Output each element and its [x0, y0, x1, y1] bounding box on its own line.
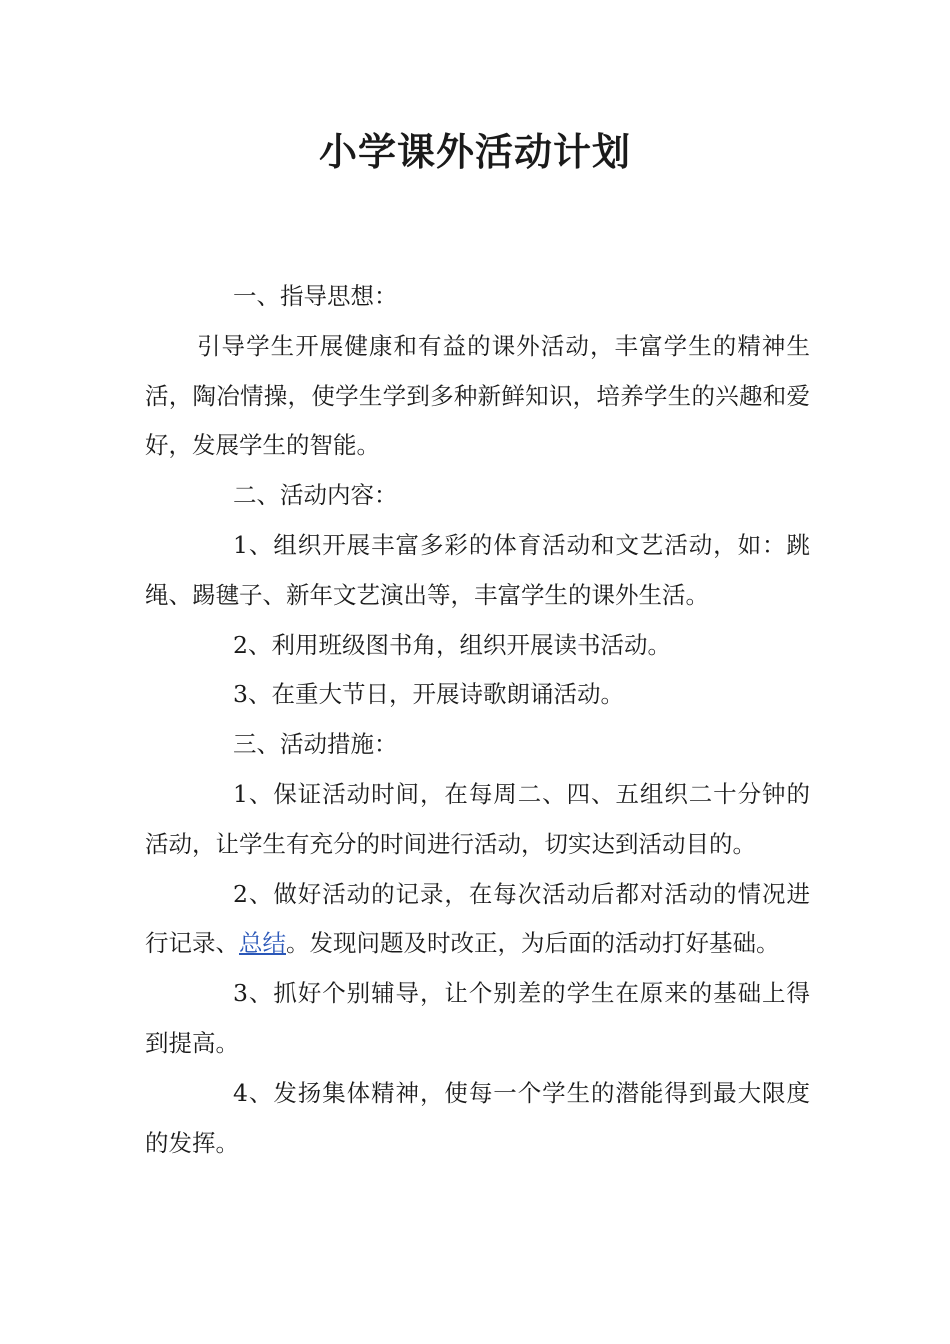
activity-content-item-2: 2、利用班级图书角，组织开展读书活动。	[233, 630, 671, 659]
section-heading-guiding-thought: 一、指导思想：	[233, 282, 398, 310]
summary-link[interactable]: 总结	[239, 929, 286, 958]
section-heading-activity-measures: 三、活动措施：	[233, 730, 398, 759]
activity-measure-item-4: 4、发扬集体精神，使每一个学生的潜能得到最大限度的发挥。	[145, 1078, 810, 1157]
activity-content-item-3: 3、在重大节日，开展诗歌朗诵活动。	[233, 680, 624, 709]
document-body	[145, 272, 810, 1168]
activity-measure-item-3: 3、抓好个别辅导，让个别差的学生在原来的基础上得到提高。	[145, 979, 810, 1057]
activity-measure-item-1: 1、保证活动时间，在每周二、四、五组织二十分钟的活动，让学生有充分的时间进行活动，切实达到活动目的。	[145, 779, 810, 858]
activity-content-item-1: 1、组织开展丰富多彩的体育活动和文艺活动，如：跳绳、踢毽子、新年文艺演出等，丰富学生的课外生活。	[145, 530, 810, 609]
activity-measure-item-2-text-after: 。发现问题及时改正，为后面的活动打好基础。	[286, 929, 780, 958]
activity-measure-item-2	[145, 870, 810, 970]
section-heading-activity-content: 二、活动内容：	[233, 481, 398, 510]
activity-measure-item-2-text-before: 2、做好活动的记录，在每次活动后都对活动的情况进行记录、	[145, 879, 810, 958]
document-title: 小学课外活动计划	[318, 129, 631, 174]
guiding-thought-paragraph: 引导学生开展健康和有益的课外活动，丰富学生的精神生活，陶冶情操，使学生学到多种新鲜知识，培养学生的兴趣和爱好，发展学生的智能。	[145, 331, 810, 460]
